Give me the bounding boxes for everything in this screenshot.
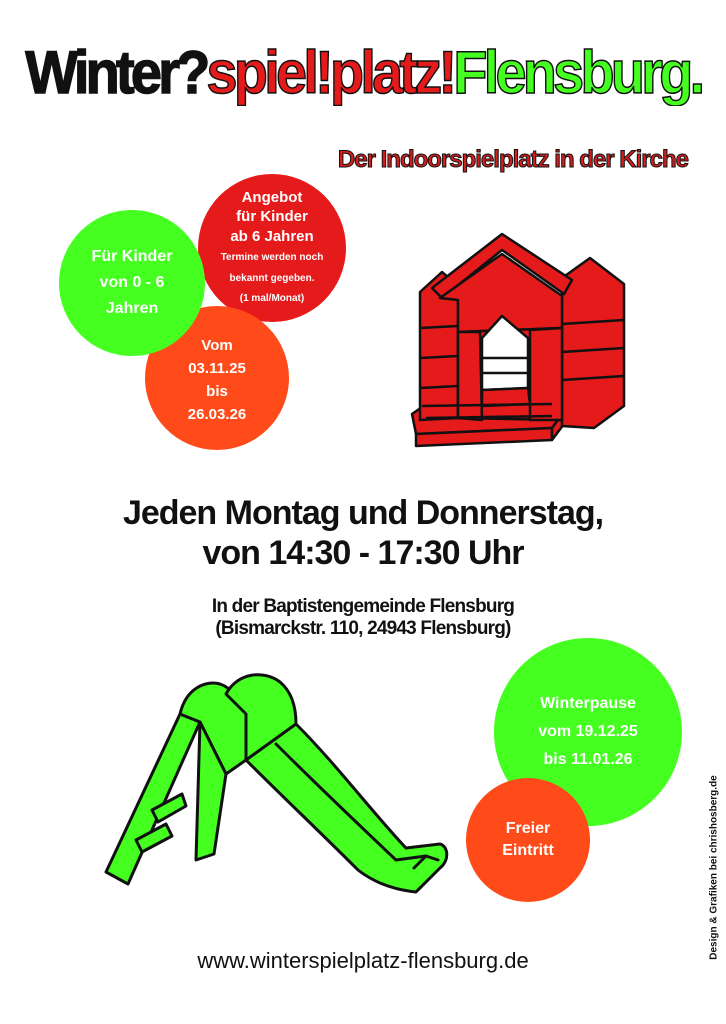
bouncy-castle-icon: [402, 228, 642, 454]
free-line-2: Eintritt: [502, 842, 554, 859]
offer-line-1: Angebot: [241, 188, 303, 206]
offer-circle: [198, 174, 346, 322]
break-line-2: vom 19.12.25: [538, 723, 638, 740]
offer-line-2: für Kinder: [236, 207, 308, 225]
kids-line-3: Jahren: [105, 300, 159, 317]
break-line-1: Winterpause: [540, 695, 636, 712]
kids-age-circle: [59, 210, 205, 356]
schedule-days: Jeden Montag und Donnerstag,: [122, 494, 604, 532]
dates-line-1: Vom: [201, 337, 233, 354]
free-line-1: Freier: [505, 820, 551, 837]
title-part-flensburg: Flensburg.: [453, 39, 702, 106]
kids-line-1: Für Kinder: [91, 248, 173, 265]
website-link[interactable]: www.winterspielplatz-flensburg.de: [197, 948, 529, 973]
design-credit: Design & Grafiken bei chrishosberg.de: [708, 775, 720, 960]
break-line-3: bis 11.01.26: [543, 751, 633, 768]
page-title: [25, 38, 700, 107]
offer-line-4: Termine werden noch: [220, 251, 324, 263]
offer-line-3: ab 6 Jahren: [230, 227, 314, 245]
offer-line-6: (1 mal/Monat): [239, 292, 305, 304]
title-part-winter: Winter?: [25, 39, 207, 106]
dates-line-3: bis: [206, 383, 228, 400]
venue-address: (Bismarckstr. 110, 24943 Flensburg): [215, 618, 511, 639]
slide-icon: [96, 664, 456, 908]
schedule-time: von 14:30 - 17:30 Uhr: [202, 534, 524, 572]
free-entry-circle: [466, 778, 590, 902]
title-part-spielplatz: spiel!platz!: [206, 39, 454, 106]
kids-line-2: von 0 - 6: [99, 274, 165, 291]
subtitle: Der Indoorspielplatz in der Kirche: [337, 146, 688, 173]
offer-line-5: bekannt gegeben.: [229, 272, 315, 284]
venue-name: In der Baptistengemeinde Flensburg: [211, 596, 515, 617]
dates-line-2: 03.11.25: [188, 360, 246, 377]
dates-line-4: 26.03.26: [187, 406, 247, 423]
